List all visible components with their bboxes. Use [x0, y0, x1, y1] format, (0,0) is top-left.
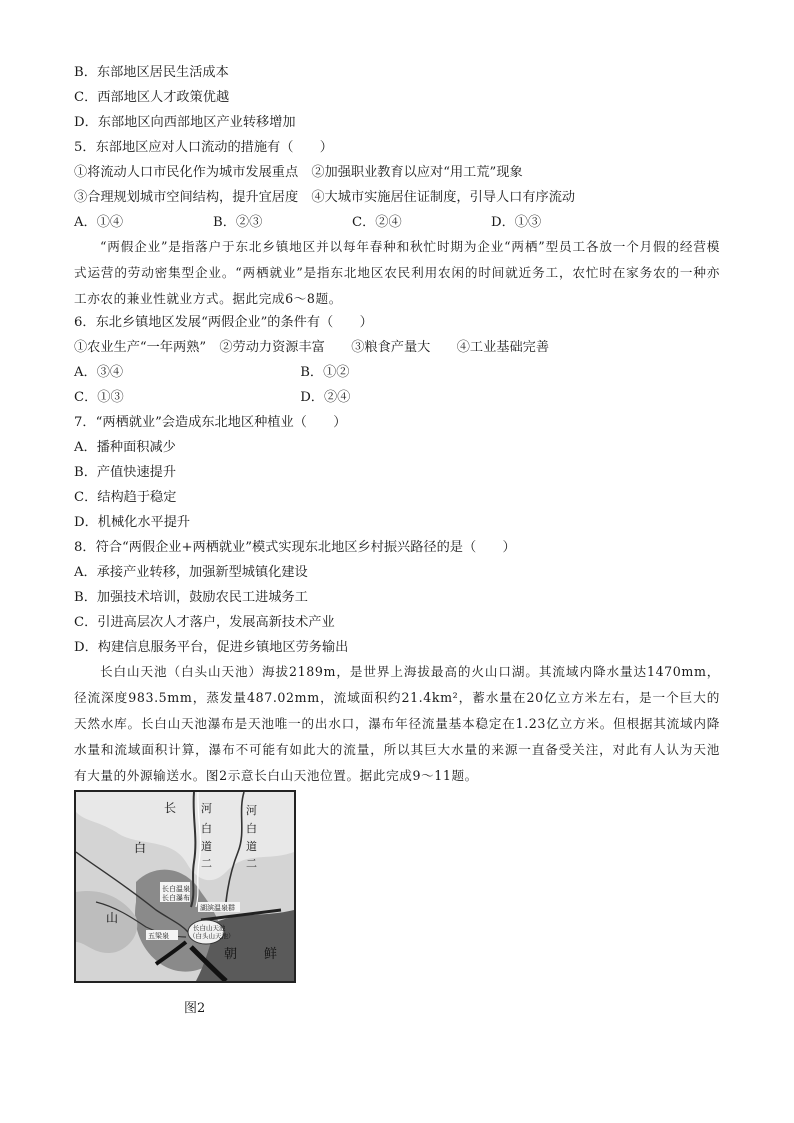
map-label-hudi: 湖滨温泉群	[200, 904, 235, 912]
map-label-chao: 朝	[224, 947, 238, 962]
q5-option-b: B．②③	[213, 215, 263, 230]
map-label-bai: 白	[134, 841, 147, 855]
q7-option-a: A．播种面积减少	[74, 440, 176, 455]
q6-statements: ①农业生产“一年两熟” ②劳动力资源丰富 ③粮食产量大 ④工业基础完善	[74, 340, 550, 355]
q5-options	[74, 214, 630, 232]
map-label-bai-2: 白	[246, 822, 257, 835]
q6-option-a: A．③④	[74, 365, 124, 380]
q4-option-d: D．东部地区向西部地区产业转移增加	[74, 115, 296, 130]
q4-option-c: C．西部地区人才政策优越	[74, 90, 230, 105]
q7-option-d: D．机械化水平提升	[74, 515, 191, 530]
map-label-bai-1: 白	[201, 822, 212, 835]
q6-stem: 6．东北乡镇地区发展“两假企业”的条件有（ ）	[74, 315, 373, 330]
map-label-he-1: 河	[201, 802, 212, 815]
map-label-dao-2: 道	[246, 840, 257, 853]
map-label-wuji: 五梁泉	[148, 932, 169, 940]
map-label-waterfall: 长白瀑布	[162, 894, 190, 902]
q6-option-d: D．②④	[300, 390, 351, 405]
q6-option-c: C．①③	[74, 390, 124, 405]
q6-options-row-1	[74, 364, 522, 382]
map-label-er-2: 二	[246, 857, 257, 870]
q8-option-b: B．加强技术培训，鼓励农民工进城务工	[74, 590, 308, 605]
q7-stem: 7．“两栖就业”会造成东北地区种植业（ ）	[74, 415, 347, 430]
q8-stem: 8．符合“两假企业+两栖就业”模式实现东北地区乡村振兴路径的是（ ）	[74, 540, 516, 555]
q5-option-a: A．①④	[74, 215, 124, 230]
passage-changbai-tianchi: 长白山天池（白头山天池）海拔2189m，是世界上海拔最高的火山口湖。其流域内降水量达1470mm，径流深度983.5mm，蒸发量487.02mm，流域面积约21.4km²，蓄水量在20亿立方米左右，是一个巨大的天然水库。长白山天池瀑布是天池唯一的出水口，瀑布年径流量基本稳定在1.23亿立方米。但根据其流域内降水量和流域面积计算，瀑布不可能有如此大的流量，所以其巨大水量的来源一直备受关注，对此有人认为天池有大量的外源输送水。图2示意长白山天池位置。据此完成9～11题。	[74, 664, 720, 783]
map-label-xian: 鲜	[264, 947, 278, 962]
map-label-he-2: 河	[246, 804, 257, 817]
map-label-hot-spring: 长白温泉	[162, 885, 190, 893]
q5-option-d: D．①③	[491, 215, 542, 230]
figure-caption: 图2	[184, 1001, 206, 1016]
q8-option-a: A．承接产业转移，加强新型城镇化建设	[74, 565, 308, 580]
q5-statements-line-1: ①将流动人口市民化作为城市发展重点 ②加强职业教育以应对“用工荒”现象	[74, 165, 523, 180]
q6-option-b: B．①②	[300, 365, 350, 380]
map-label-chang: 长	[164, 801, 177, 815]
q6-options-row-2	[74, 389, 522, 407]
tianchi-location-map	[74, 790, 296, 983]
map-svg	[76, 792, 294, 981]
map-label-er-1: 二	[201, 857, 212, 870]
q4-option-b: B．东部地区居民生活成本	[74, 65, 229, 80]
map-label-tianchi-1: 长白山天池	[193, 924, 226, 932]
map-label-shan: 山	[106, 911, 119, 925]
map-label-tianchi-2: （白头山天池）	[189, 932, 235, 940]
q7-option-b: B．产值快速提升	[74, 465, 177, 480]
q7-option-c: C．结构趋于稳定	[74, 490, 177, 505]
q8-option-c: C．引进高层次人才落户，发展高新技术产业	[74, 615, 335, 630]
q5-statements-line-2: ③合理规划城市空间结构，提升宜居度 ④大城市实施居住证制度，引导人口有序流动	[74, 190, 576, 205]
q8-option-d: D．构建信息服务平台，促进乡镇地区劳务输出	[74, 640, 349, 655]
q5-option-c: C．②④	[352, 215, 402, 230]
map-label-dao-1: 道	[201, 840, 212, 853]
passage-two-holiday-enterprise: “两假企业”是指落户于东北乡镇地区并以每年春种和秋忙时期为企业“两栖”型员工各放一个月假的经营模式运营的劳动密集型企业。“两栖就业”是指东北地区农民利用农闲的时间就近务工，农忙时在家务农的一种亦工亦农的兼业性就业方式。据此完成6～8题。	[74, 239, 720, 306]
q5-stem: 5．东部地区应对人口流动的措施有（ ）	[74, 140, 333, 155]
